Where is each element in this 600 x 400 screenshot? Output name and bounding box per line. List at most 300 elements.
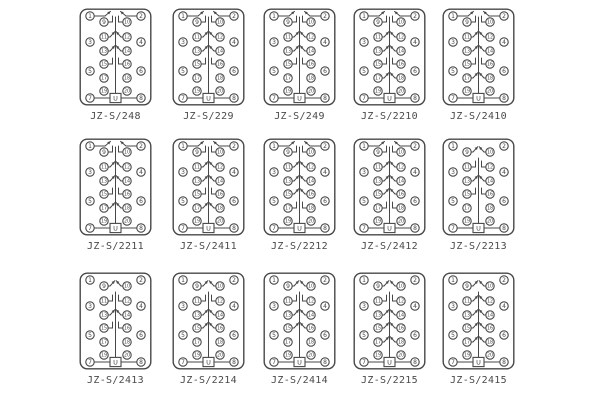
terminal-number: 11 [193,165,201,171]
diagram-cell [353,138,426,252]
terminal-5 [86,331,94,339]
terminal-14 [486,177,494,185]
terminal-10 [307,18,315,26]
terminal-20 [123,217,131,225]
terminal-18 [397,74,405,82]
terminal-number: 18 [216,76,224,82]
terminal-9 [284,18,292,26]
terminal-number: 10 [216,150,224,156]
terminal-number: 19 [374,219,382,225]
terminal-1 [86,276,94,284]
terminal-15 [374,60,382,68]
terminal-number: 3 [88,303,92,311]
contact-arrow-icon [116,203,121,208]
terminal-number: 17 [284,206,292,212]
diagram-cell [172,8,245,122]
relay-wiring-diagram [172,138,245,236]
wiring-lines [457,147,500,228]
terminal-10 [123,282,131,290]
terminal-number: 2 [139,13,143,21]
terminal-number: 8 [502,225,506,233]
terminal-number: 7 [88,95,92,103]
terminal-number: 4 [323,169,327,177]
terminal-6 [411,197,419,205]
terminal-11 [374,163,382,171]
terminal-12 [307,163,315,171]
terminal-number: 20 [397,353,405,359]
power-supply-label: U [387,94,392,103]
terminal-4 [411,38,419,46]
terminal-number: 19 [284,353,292,359]
terminal-3 [86,302,94,310]
terminal-4 [500,302,508,310]
terminal-10 [397,18,405,26]
terminal-17 [284,338,292,346]
terminal-number: 3 [181,39,185,47]
contact-arrow-icon [214,11,220,16]
power-supply-u-box [203,93,214,102]
diagram-label: JZ-S/2414 [271,375,328,386]
contact-arrow-icon [390,46,395,51]
terminal-number: 2 [502,277,506,285]
terminal-13 [374,47,382,55]
terminal-number: 15 [463,326,471,332]
terminal-number: 19 [284,89,292,95]
terminal-number: 19 [463,353,471,359]
terminal-1 [179,276,187,284]
terminal-4 [230,302,238,310]
terminal-number: 19 [100,219,108,225]
terminal-number: 12 [486,299,494,305]
terminal-number: 3 [362,303,366,311]
terminal-number: 8 [323,359,327,367]
terminal-number: 13 [193,313,201,319]
terminal-number: 14 [216,49,224,55]
diagram-label: JZ-S/249 [274,111,325,122]
terminal-number: 15 [193,62,201,68]
terminal-number: 14 [123,49,131,55]
terminal-number: 16 [307,326,315,332]
diagram-cell [353,272,426,386]
terminal-number: 14 [397,49,405,55]
terminal-7 [360,224,368,232]
terminal-10 [216,18,224,26]
contact-arrow-icon [300,162,305,167]
terminal-2 [137,12,145,20]
terminal-19 [463,87,471,95]
terminal-20 [486,351,494,359]
terminal-18 [307,204,315,212]
contact-arrow-icon [110,310,115,315]
terminal-11 [193,33,201,41]
power-supply-label: U [476,94,481,103]
contact-arrow-icon [300,189,305,194]
terminal-number: 6 [139,68,143,76]
terminal-number: 12 [123,165,131,171]
terminal-17 [463,74,471,82]
power-supply-u-box [203,357,214,366]
terminal-17 [284,204,292,212]
terminal-number: 12 [123,299,131,305]
contact-arrow-icon [384,337,389,342]
terminal-number: 9 [195,283,199,291]
terminal-13 [284,177,292,185]
terminal-9 [374,18,382,26]
terminal-number: 2 [139,277,143,285]
terminal-15 [463,190,471,198]
terminal-17 [100,74,108,82]
terminal-11 [374,33,382,41]
wiring-lines [278,281,321,362]
terminal-12 [123,163,131,171]
terminal-13 [463,311,471,319]
terminal-19 [284,87,292,95]
terminal-15 [374,324,382,332]
terminal-2 [500,142,508,150]
terminal-number: 18 [397,340,405,346]
terminal-number: 2 [413,13,417,21]
terminal-13 [193,311,201,319]
terminal-number: 16 [397,326,405,332]
terminal-number: 5 [272,68,276,76]
terminal-3 [360,302,368,310]
terminal-number: 16 [486,326,494,332]
terminal-2 [411,276,419,284]
terminal-13 [193,47,201,55]
terminal-20 [397,351,405,359]
terminal-number: 16 [486,192,494,198]
terminal-20 [123,87,131,95]
terminal-number: 20 [307,353,315,359]
terminal-number: 16 [123,192,131,198]
terminal-number: 9 [286,149,290,157]
terminal-13 [374,311,382,319]
terminal-number: 19 [193,353,201,359]
terminal-19 [284,351,292,359]
terminal-3 [449,302,457,310]
terminal-10 [307,148,315,156]
terminal-number: 13 [193,49,201,55]
terminal-number: 8 [323,225,327,233]
terminal-19 [100,217,108,225]
terminal-number: 13 [374,49,382,55]
terminal-8 [321,94,329,102]
terminal-number: 16 [307,192,315,198]
power-supply-label: U [113,224,118,233]
terminal-4 [137,302,145,310]
terminal-number: 5 [181,198,185,206]
terminal-15 [193,324,201,332]
terminal-number: 6 [323,198,327,206]
contact-arrow-icon [473,281,478,286]
terminal-13 [100,47,108,55]
terminal-5 [360,197,368,205]
terminal-5 [270,331,278,339]
terminal-number: 10 [397,284,405,290]
contact-arrow-icon [110,281,115,286]
contact-arrow-icon [300,310,305,315]
terminal-number: 14 [307,49,315,55]
terminal-8 [321,358,329,366]
terminal-number: 3 [451,303,455,311]
terminal-4 [230,38,238,46]
terminal-number: 20 [307,89,315,95]
terminal-number: 9 [286,283,290,291]
terminal-13 [284,47,292,55]
terminal-5 [449,331,457,339]
diagram-cell [442,8,515,122]
terminal-20 [486,87,494,95]
terminal-number: 1 [181,13,185,21]
terminal-number: 16 [216,326,224,332]
terminal-13 [100,177,108,185]
terminal-number: 14 [397,179,405,185]
terminal-10 [397,282,405,290]
terminal-13 [463,177,471,185]
terminal-1 [449,12,457,20]
contact-arrow-icon [209,281,214,286]
terminal-number: 20 [123,89,131,95]
terminal-number: 4 [323,303,327,311]
wiring-lines [368,281,411,362]
power-supply-label: U [113,358,118,367]
contact-arrow-icon [209,32,214,37]
terminal-4 [321,302,329,310]
terminal-number: 2 [139,143,143,151]
terminal-number: 1 [362,143,366,151]
terminal-number: 11 [374,165,382,171]
terminal-number: 12 [307,35,315,41]
terminal-number: 9 [102,19,106,27]
terminal-number: 10 [216,20,224,26]
terminal-11 [374,297,382,305]
terminal-number: 16 [397,192,405,198]
terminal-number: 15 [284,62,292,68]
contact-arrow-icon [203,323,208,328]
terminal-number: 8 [232,95,236,103]
terminal-7 [270,94,278,102]
terminal-number: 6 [232,198,236,206]
terminal-number: 17 [374,206,382,212]
terminal-8 [500,94,508,102]
contact-arrow-icon [289,11,295,16]
terminal-12 [216,33,224,41]
diagram-label: JZ-S/2211 [87,241,144,252]
terminal-number: 8 [139,359,143,367]
terminal-18 [486,74,494,82]
terminal-number: 3 [451,39,455,47]
terminal-number: 5 [451,198,455,206]
terminal-7 [86,224,94,232]
terminal-3 [179,302,187,310]
terminal-10 [307,282,315,290]
terminal-8 [411,358,419,366]
terminal-number: 19 [284,219,292,225]
terminal-5 [179,331,187,339]
terminal-1 [449,276,457,284]
terminal-6 [230,197,238,205]
terminal-5 [179,67,187,75]
terminal-2 [137,276,145,284]
terminal-number: 15 [100,192,108,198]
terminal-number: 12 [486,35,494,41]
terminal-8 [137,224,145,232]
diagram-cell [172,272,245,386]
contact-arrow-icon [473,337,478,342]
contact-arrow-icon [479,323,484,328]
terminal-1 [360,276,368,284]
terminal-9 [100,148,108,156]
terminal-2 [321,142,329,150]
terminal-number: 4 [323,39,327,47]
terminal-number: 9 [376,19,380,27]
terminal-number: 19 [193,219,201,225]
terminal-8 [500,358,508,366]
terminal-number: 5 [362,332,366,340]
contact-arrow-icon [110,32,115,37]
terminal-9 [193,18,201,26]
terminal-18 [486,338,494,346]
contact-arrow-icon [305,141,311,146]
terminal-number: 1 [362,13,366,21]
terminal-3 [179,38,187,46]
power-supply-u-box [110,93,121,102]
contact-arrow-icon [294,176,299,181]
terminal-number: 4 [502,39,506,47]
terminal-number: 19 [374,89,382,95]
contact-arrow-icon [384,162,389,167]
terminal-8 [137,94,145,102]
terminal-19 [193,351,201,359]
terminal-8 [230,94,238,102]
terminal-number: 19 [374,353,382,359]
contact-arrow-icon [384,323,389,328]
terminal-20 [216,217,224,225]
terminal-20 [397,217,405,225]
terminal-number: 17 [463,206,471,212]
terminal-9 [374,282,382,290]
terminal-12 [216,163,224,171]
terminal-number: 11 [284,299,292,305]
terminal-17 [374,338,382,346]
terminal-number: 3 [88,39,92,47]
power-supply-label: U [476,224,481,233]
terminal-number: 3 [362,169,366,177]
terminal-9 [100,18,108,26]
terminal-3 [360,168,368,176]
terminal-number: 16 [307,62,315,68]
contact-arrow-icon [479,32,484,37]
terminal-number: 9 [195,149,199,157]
contact-arrow-icon [384,310,389,315]
terminal-number: 13 [100,179,108,185]
terminal-7 [270,358,278,366]
terminal-number: 20 [216,89,224,95]
contact-arrow-icon [473,32,478,37]
contact-arrow-icon [198,11,204,16]
relay-wiring-diagram [263,272,336,370]
terminal-number: 16 [123,62,131,68]
terminal-18 [397,338,405,346]
contact-arrow-icon [468,11,474,16]
terminal-4 [137,38,145,46]
contact-arrow-icon [479,296,484,301]
terminal-2 [321,12,329,20]
terminal-number: 3 [272,169,276,177]
terminal-number: 18 [123,206,131,212]
terminal-15 [193,60,201,68]
terminal-number: 11 [100,35,108,41]
terminal-16 [123,190,131,198]
contact-arrow-icon [116,32,121,37]
relay-wiring-diagram [442,138,515,236]
terminal-7 [179,94,187,102]
power-supply-label: U [113,94,118,103]
contact-arrow-icon [300,281,305,286]
terminal-9 [374,148,382,156]
terminal-number: 1 [272,277,276,285]
terminal-number: 14 [486,179,494,185]
terminal-14 [216,177,224,185]
contact-arrow-icon [209,203,214,208]
terminal-12 [397,297,405,305]
terminal-6 [137,331,145,339]
terminal-8 [411,94,419,102]
relay-wiring-diagram [353,138,426,236]
terminal-17 [193,338,201,346]
wiring-lines [94,281,137,362]
power-supply-u-box [384,223,395,232]
terminal-number: 14 [216,313,224,319]
terminal-15 [463,60,471,68]
contact-arrow-icon [289,141,295,146]
terminal-number: 1 [181,143,185,151]
terminal-10 [123,148,131,156]
terminal-17 [193,204,201,212]
terminal-19 [193,87,201,95]
power-supply-u-box [473,93,484,102]
terminal-4 [500,38,508,46]
terminal-7 [179,224,187,232]
terminal-number: 2 [502,13,506,21]
contact-arrow-icon [300,32,305,37]
terminal-number: 11 [463,165,471,171]
terminal-number: 7 [272,225,276,233]
terminal-15 [100,60,108,68]
power-supply-label: U [297,94,302,103]
terminal-number: 12 [486,165,494,171]
terminal-number: 10 [486,284,494,290]
contact-arrow-icon [203,203,208,208]
terminal-number: 18 [397,76,405,82]
relay-wiring-diagram [353,8,426,106]
terminal-1 [270,12,278,20]
diagram-label: JZ-S/2411 [180,241,237,252]
terminal-number: 12 [216,165,224,171]
terminal-11 [284,163,292,171]
terminal-19 [463,217,471,225]
terminal-number: 1 [451,143,455,151]
terminal-9 [284,282,292,290]
power-supply-label: U [206,94,211,103]
terminal-number: 16 [123,326,131,332]
terminal-number: 5 [362,68,366,76]
terminal-6 [321,197,329,205]
contact-arrow-icon [305,11,311,16]
contact-arrow-icon [294,281,299,286]
terminal-3 [449,168,457,176]
terminal-number: 6 [139,198,143,206]
